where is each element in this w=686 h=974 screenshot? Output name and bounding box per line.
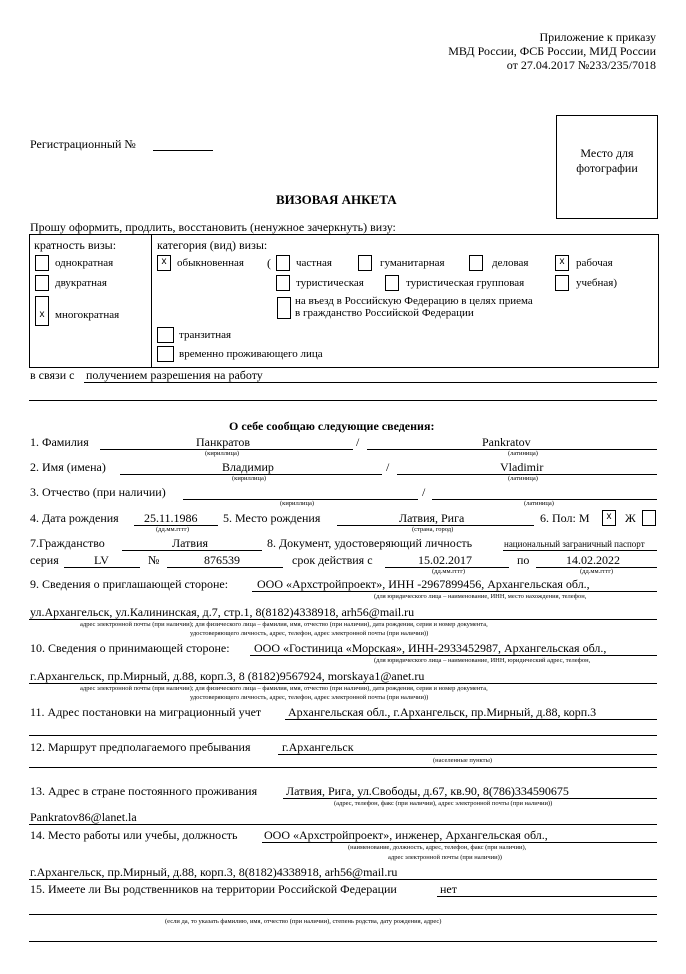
- registration-label: Регистрационный №: [30, 137, 136, 151]
- order-ref-line1: Приложение к приказу: [539, 30, 656, 44]
- inviting-caption1: (для юридического лица – наименование, ИНН, место нахождения, телефон,: [374, 593, 587, 600]
- given-name-cyrillic[interactable]: Владимир: [222, 460, 274, 474]
- form-title: ВИЗОВАЯ АНКЕТА: [276, 192, 397, 207]
- relatives-value[interactable]: нет: [440, 882, 457, 896]
- id-document-label: 8. Документ, удостоверяющий личность: [267, 536, 473, 550]
- workplace-line2-underline: [29, 879, 657, 880]
- migration-address-line2: [29, 735, 657, 736]
- registration-number-line[interactable]: [153, 150, 213, 151]
- surname-label: 1. Фамилия: [30, 435, 89, 449]
- business-label: деловая: [492, 257, 529, 269]
- work-checkbox[interactable]: x: [555, 255, 569, 271]
- tourist-checkbox[interactable]: [276, 275, 290, 291]
- id-document-value[interactable]: национальный заграничный паспорт: [504, 539, 645, 549]
- workplace-caption2: адрес электронной почты (при наличии)): [388, 854, 502, 861]
- number-label: №: [148, 553, 160, 567]
- route-line2: [29, 767, 657, 768]
- home-address-email[interactable]: Pankratov86@lanet.la: [30, 810, 137, 824]
- given-name-label: 2. Имя (имена): [30, 460, 106, 474]
- inviting-line2-underline: [29, 619, 657, 620]
- slash: /: [422, 485, 426, 499]
- order-ref-line2: МВД России, ФСБ России, МИД России: [448, 44, 656, 58]
- birth-date-caption: (дд.мм.гггг): [156, 526, 190, 533]
- inviting-caption2b: удостоверяющего личность, адрес, телефон, адрес электронной почты (при наличии)): [190, 630, 429, 637]
- valid-to-caption: (дд.мм.гггг): [580, 568, 614, 575]
- request-text: Прошу оформить, продлить, восстановить (ненужное зачеркнуть) визу:: [30, 220, 396, 234]
- business-checkbox[interactable]: [469, 255, 483, 271]
- host-line2-underline: [29, 683, 657, 684]
- transit-label: транзитная: [179, 329, 232, 341]
- photo-box-label: Место для фотографии: [576, 146, 638, 175]
- workplace-label: 14. Место работы или учебы, должность: [30, 828, 238, 842]
- route-label: 12. Маршрут предполагаемого пребывания: [30, 740, 251, 754]
- patronymic-label: 3. Отчество (при наличии): [30, 485, 166, 499]
- relatives-caption: (если да, то указать фамилию, имя, отчество (при наличии), степень родства, дату рождения, адрес): [165, 918, 442, 925]
- section-title: О себе сообщаю следующие сведения:: [229, 419, 435, 433]
- photo-box: [556, 115, 658, 219]
- inviting-caption2a: адрес электронной почты (при наличии); для физического лица – фамилия, имя, отчество (при наличии), дата рождения, серия и номер документа,: [80, 621, 488, 628]
- host-caption2b: удостоверяющего личность, адрес, телефон, адрес электронной почты (при наличии)): [190, 694, 429, 701]
- citizenship-label-line1: на въезд в Российскую Федерацию в целях приема: [295, 295, 533, 307]
- reason-underline: [84, 382, 657, 383]
- birth-place-caption: (страна, город): [412, 526, 454, 533]
- migration-address-line: [285, 719, 657, 720]
- inviting-line1-underline: [252, 591, 657, 592]
- category-label: категория (вид) визы:: [157, 238, 268, 252]
- relatives-line2: [29, 914, 657, 915]
- series-label: серия: [30, 553, 59, 567]
- surname-cyrillic[interactable]: Панкратов: [196, 435, 251, 449]
- reason-label: в связи с: [30, 368, 75, 382]
- multiple-entry-checkbox[interactable]: x: [35, 296, 49, 326]
- relatives-label: 15. Имеете ли Вы родственников на территории Российской Федерации: [30, 882, 397, 896]
- given-name-lat-caption: (латиница): [508, 475, 538, 482]
- visa-table-divider: [151, 234, 152, 368]
- ordinary-label: обыкновенная: [177, 257, 244, 269]
- sex-female-checkbox[interactable]: [642, 510, 656, 526]
- host-caption2a: адрес электронной почты (при наличии); для физического лица – фамилия, имя, отчество (при наличии), дата рождения, серия и номер документа,: [80, 685, 488, 692]
- citizenship-value[interactable]: Латвия: [172, 536, 209, 550]
- humanitarian-label: гуманитарная: [380, 257, 445, 269]
- surname-lat-caption: (латиница): [508, 450, 538, 457]
- valid-to-value[interactable]: 14.02.2022: [566, 553, 620, 567]
- reason-value[interactable]: получением разрешения на работу: [86, 368, 263, 382]
- citizenship-label-line2: в гражданство Российской Федерации: [295, 307, 474, 319]
- temporary-resident-checkbox[interactable]: [157, 346, 174, 362]
- sex-male-checkbox[interactable]: x: [602, 510, 616, 526]
- validity-label: срок действия с: [292, 553, 373, 567]
- series-line: [64, 567, 140, 568]
- id-document-line: [503, 550, 657, 551]
- multiple-entry-label: многократная: [55, 309, 120, 321]
- surname-cyr-caption: (кириллица): [205, 450, 240, 457]
- single-entry-label: однократная: [55, 257, 114, 269]
- slash: /: [356, 435, 360, 449]
- work-label: рабочая: [576, 257, 613, 269]
- double-entry-checkbox[interactable]: [35, 275, 49, 291]
- relatives-line: [437, 896, 657, 897]
- transit-checkbox[interactable]: [157, 327, 174, 343]
- tourist-group-checkbox[interactable]: [385, 275, 399, 291]
- order-ref-line3: от 27.04.2017 №233/235/7018: [506, 58, 656, 72]
- inviting-party-line1[interactable]: ООО «Архстройпроект», ИНН -2967899456, Архангельская обл.,: [257, 577, 590, 591]
- migration-address-value[interactable]: Архангельская обл., г.Архангельск, пр.Мирный, д.88, корп.3: [288, 705, 597, 719]
- home-address-line: [283, 798, 657, 799]
- citizenship-line: [122, 550, 262, 551]
- host-line1-underline: [250, 655, 657, 656]
- surname-latin[interactable]: Pankratov: [482, 435, 531, 449]
- inviting-party-label: 9. Сведения о приглашающей стороне:: [30, 577, 229, 591]
- host-party-line1[interactable]: ООО «Гостиница «Морская», ИНН-2933452987, Архангельская обл.,: [254, 641, 607, 655]
- home-address-line2: [29, 824, 657, 825]
- slash: /: [386, 460, 390, 474]
- birth-date-label: 4. Дата рождения: [30, 511, 119, 525]
- workplace-value[interactable]: ООО «Архстройпроект», инженер, Архангельская обл.,: [264, 828, 548, 842]
- valid-from-value[interactable]: 15.02.2017: [418, 553, 472, 567]
- home-address-caption: (адрес, телефон, факс (при наличии), адрес электронной почты (при наличии)): [334, 800, 553, 807]
- citizenship-checkbox[interactable]: [277, 297, 291, 319]
- host-party-line2[interactable]: г.Архангельск, пр.Мирный, д.88, корп.3, 8 (8182)9567924, morskaya1@anet.ru: [30, 669, 425, 683]
- study-label: учебная): [576, 277, 618, 289]
- workplace-line2[interactable]: г.Архангельск, пр.Мирный, д.88, корп.3, 8(8182)4338918, arh56@mail.ru: [30, 865, 398, 879]
- workplace-line: [262, 842, 657, 843]
- citizenship-field-label: 7.Гражданство: [30, 536, 105, 550]
- paren-open: (: [267, 256, 271, 270]
- order-reference: [448, 30, 656, 72]
- route-line: [278, 754, 657, 755]
- route-value[interactable]: г.Архангельск: [282, 740, 354, 754]
- workplace-caption1: (наименование, должность, адрес, телефон, факс (при наличии),: [348, 844, 527, 851]
- inviting-party-line2[interactable]: ул.Архангельск, ул.Калининская, д.7, стр.1, 8(8182)4338918, arh56@mail.ru: [30, 605, 415, 619]
- birth-place-label: 5. Место рождения: [223, 511, 321, 525]
- tourist-label: туристическая: [296, 277, 364, 289]
- sex-label: 6. Пол: М: [540, 511, 590, 525]
- patronymic-cyr-caption: (кириллица): [280, 500, 315, 507]
- sex-female-label: Ж: [625, 511, 636, 525]
- private-checkbox[interactable]: [276, 255, 290, 271]
- number-value[interactable]: 876539: [204, 553, 240, 567]
- patronymic-lat-caption: (латиница): [524, 500, 554, 507]
- private-label: частная: [296, 257, 332, 269]
- given-name-cyr-caption: (кириллица): [232, 475, 267, 482]
- humanitarian-checkbox[interactable]: [358, 255, 372, 271]
- single-entry-checkbox[interactable]: [35, 255, 49, 271]
- tourist-group-label: туристическая групповая: [406, 277, 525, 289]
- host-caption1: (для юридического лица – наименование, ИНН, юридический адрес, телефон,: [374, 657, 591, 664]
- relatives-line3: [29, 941, 657, 942]
- valid-to-label: по: [517, 553, 530, 567]
- given-name-latin[interactable]: Vladimir: [500, 460, 544, 474]
- host-party-label: 10. Сведения о принимающей стороне:: [30, 641, 230, 655]
- double-entry-label: двукратная: [55, 277, 107, 289]
- multiplicity-label: кратность визы:: [34, 238, 117, 252]
- valid-from-caption: (дд.мм.гггг): [432, 568, 466, 575]
- number-line: [167, 567, 283, 568]
- migration-address-label: 11. Адрес постановки на миграционный учет: [30, 705, 262, 719]
- home-address-label: 13. Адрес в стране постоянного проживания: [30, 784, 258, 798]
- citizenship-label: [295, 295, 533, 319]
- ordinary-checkbox[interactable]: x: [157, 255, 171, 271]
- temporary-resident-label: временно проживающего лица: [179, 348, 323, 360]
- birth-place-value[interactable]: Латвия, Рига: [399, 511, 465, 525]
- study-checkbox[interactable]: [555, 275, 569, 291]
- series-value[interactable]: LV: [94, 553, 109, 567]
- birth-date-value[interactable]: 25.11.1986: [144, 511, 198, 525]
- reason-second-line: [29, 400, 657, 401]
- route-caption: (населенные пункты): [433, 757, 492, 764]
- home-address-value[interactable]: Латвия, Рига, ул.Свободы, д.67, кв.90, 8(786)334590675: [286, 784, 569, 798]
